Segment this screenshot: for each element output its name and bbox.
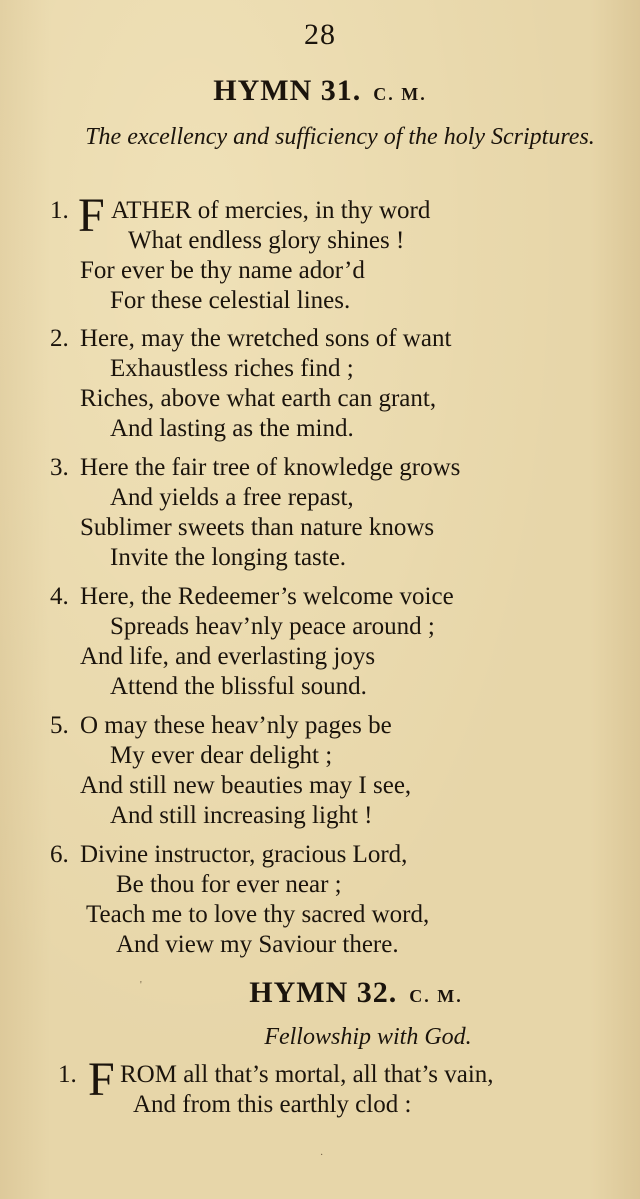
- verse-line: Here, may the wretched sons of want: [80, 325, 452, 352]
- verse-line: Teach me to love thy sacred word,: [86, 901, 430, 928]
- verse-line: ROM all that’s mortal, all that’s vain,: [120, 1061, 494, 1088]
- verse-line: Here, the Redeemer’s welcome voice: [80, 583, 454, 610]
- verse-line: O may these heav’nly pages be: [80, 712, 392, 739]
- hymn-32-subtitle: Fellowship with God.: [264, 1024, 472, 1050]
- stanza-number: 1.: [58, 1061, 77, 1088]
- verse-line: And from this earthly clod :: [133, 1091, 412, 1118]
- hymn-31-heading: HYMN 31.: [213, 74, 362, 107]
- stanza-number: 6.: [50, 841, 69, 868]
- hymn-31-subtitle: The excellency and sufficiency of the holy Scriptures.: [85, 124, 595, 150]
- hymn-32-meter: C. M.: [409, 986, 463, 1006]
- verse-line: And view my Saviour there.: [116, 931, 399, 958]
- hymn-32-heading: HYMN 32.: [249, 976, 398, 1009]
- verse-line: And lasting as the mind.: [110, 415, 354, 442]
- verse-line: Divine instructor, gracious Lord,: [80, 841, 408, 868]
- verse-line: For ever be thy name ador’d: [80, 257, 365, 284]
- verse-line: And still increasing light !: [110, 802, 373, 829]
- stanza-number: 1.: [50, 197, 69, 224]
- stanza-number: 4.: [50, 583, 69, 610]
- verse-line: My ever dear delight ;: [110, 742, 333, 769]
- stanza-number: 2.: [50, 325, 69, 352]
- verse-line: ATHER of mercies, in thy word: [111, 197, 431, 224]
- verse-line: Attend the blissful sound.: [110, 673, 367, 700]
- stanza-number: 3.: [50, 454, 69, 481]
- hymn-31-meter: C. M.: [373, 84, 427, 104]
- verse-line: And life, and everlasting joys: [80, 643, 376, 670]
- verse-line: Spreads heav’nly peace around ;: [110, 613, 435, 640]
- verse-line: And yields a free repast,: [110, 484, 354, 511]
- verse-line: Exhaustless riches find ;: [110, 355, 354, 382]
- hymn-32-title: [36, 976, 640, 1010]
- verse-line: Invite the longing taste.: [110, 544, 347, 571]
- verse-line: And still new beauties may I see,: [80, 772, 412, 799]
- verse-line: Be thou for ever near ;: [116, 871, 342, 898]
- verse-line: Sublimer sweets than nature knows: [80, 514, 435, 541]
- drop-cap: F: [88, 1053, 115, 1106]
- verse-line: For these celestial lines.: [110, 287, 351, 314]
- page-number: 28: [304, 18, 336, 51]
- stanza-number: 5.: [50, 712, 69, 739]
- hymn-31-title: [0, 74, 640, 108]
- verse-line: What endless glory shines !: [128, 227, 405, 254]
- paper-speck: ·: [320, 1150, 324, 1161]
- verse-line: Here the fair tree of knowledge grows: [80, 454, 461, 481]
- verse-line: Riches, above what earth can grant,: [80, 385, 437, 412]
- drop-cap: F: [78, 189, 105, 242]
- paper-speck: ': [140, 980, 142, 991]
